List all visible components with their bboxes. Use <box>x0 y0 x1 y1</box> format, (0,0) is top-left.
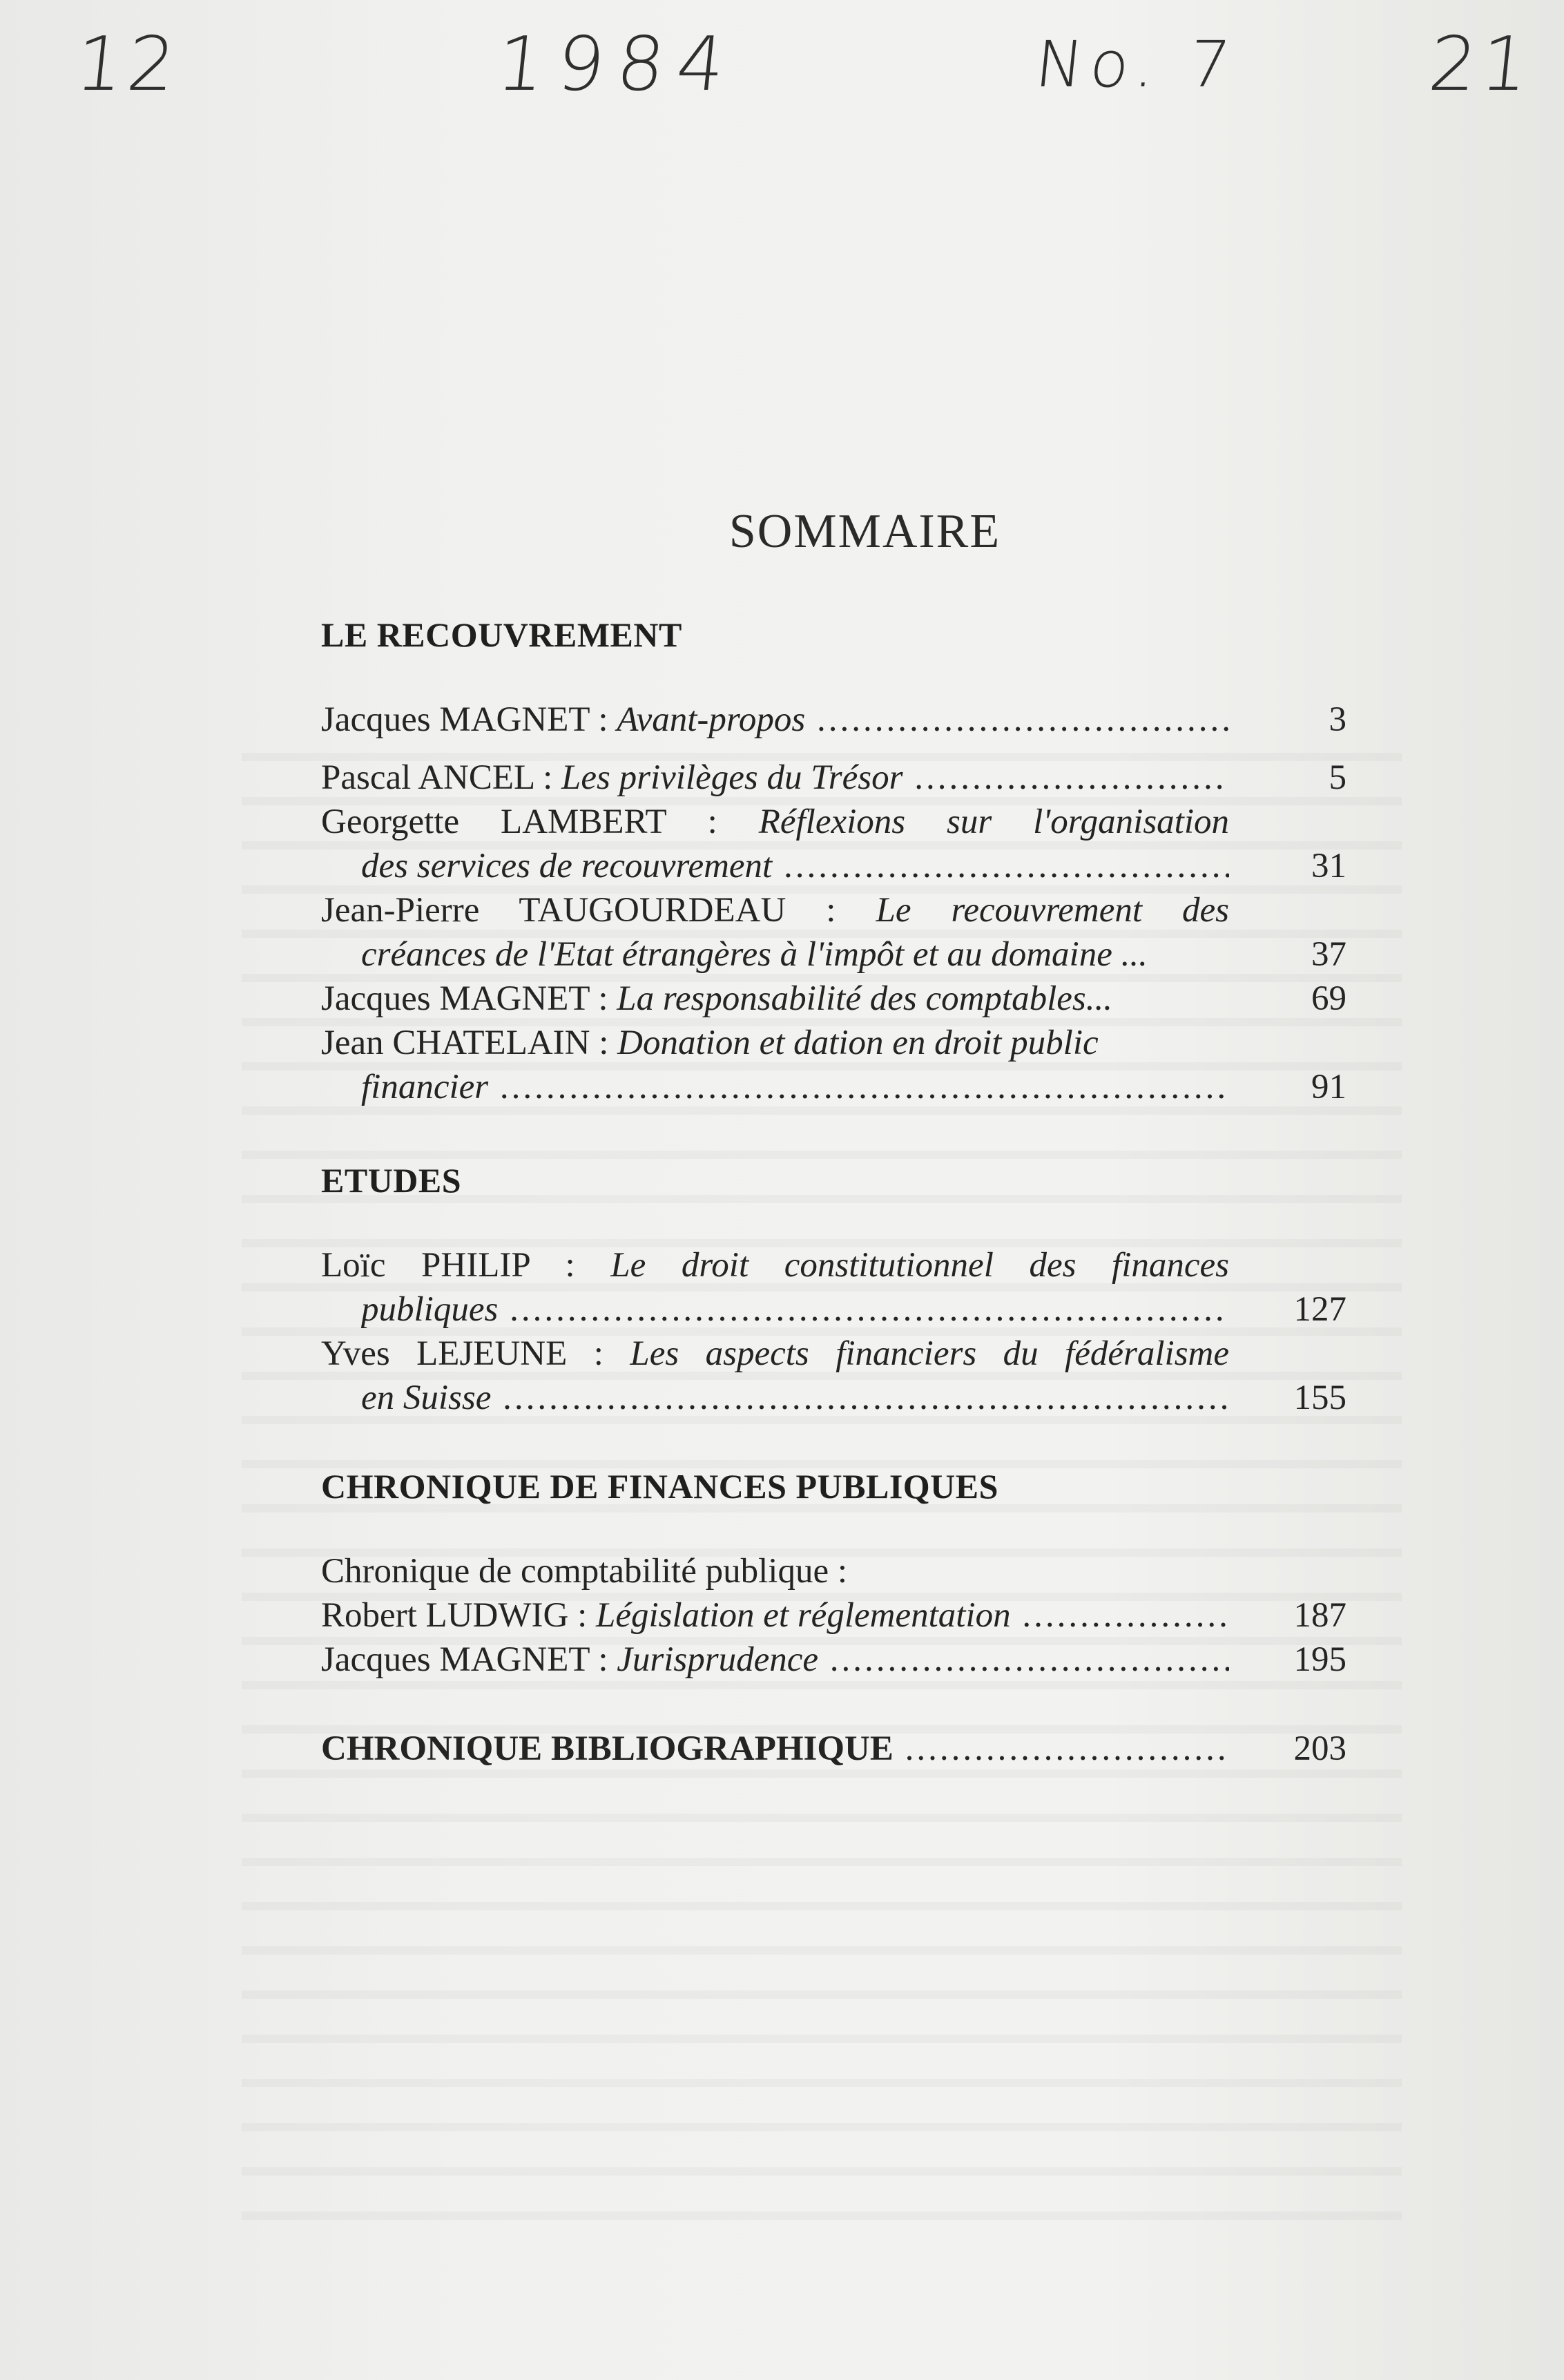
title-text: SOMMAIRE <box>728 505 1001 558</box>
toc-entry <box>321 698 1357 742</box>
handwritten-year: 1984 <box>492 21 742 108</box>
entry-author: Yves LEJEUNE <box>321 1334 568 1373</box>
entry-title-line1: Donation et dation en droit public <box>617 1024 1099 1062</box>
section-heading-chronique: CHRONIQUE DE FINANCES PUBLIQUES <box>321 1467 998 1506</box>
section-heading-bibliographique: CHRONIQUE BIBLIOGRAPHIQUE <box>321 1729 894 1768</box>
entry-page: 127 <box>1293 1290 1346 1329</box>
entry-title: Les privilèges du Trésor <box>561 758 903 797</box>
entry-page: 155 <box>1293 1379 1346 1417</box>
entry-separator: : <box>589 1640 617 1679</box>
entry-separator: : <box>589 700 617 739</box>
entry-separator: : <box>529 1246 611 1285</box>
entry-title-line2: en Suisse <box>361 1379 492 1417</box>
entry-page: 37 <box>1311 935 1346 974</box>
entry-title: La responsabilité des comptables <box>617 979 1086 1018</box>
entry-author: Robert LUDWIG <box>321 1596 569 1635</box>
toc-entry-line1 <box>321 1021 1357 1065</box>
entry-author: Georgette LAMBERT <box>321 803 666 841</box>
entry-title: Jurisprudence <box>617 1640 819 1679</box>
entry-author: Jacques MAGNET <box>321 700 590 739</box>
handwritten-issue-number: No. 7 <box>1032 28 1241 102</box>
entry-separator: : <box>590 1024 618 1062</box>
entry-separator: : <box>786 891 876 930</box>
toc-entry <box>321 977 1357 1021</box>
entry-author: Pascal ANCEL <box>321 758 534 797</box>
entry-author: Loïc PHILIP <box>321 1246 530 1285</box>
entry-title-line1: Réflexions sur l'organisation <box>758 803 1229 841</box>
entry-separator: : <box>568 1596 596 1635</box>
entry-title-line2: créances de l'Etat étrangères à l'impôt et au domaine <box>361 935 1112 974</box>
toc-entry-line1 <box>321 888 1357 932</box>
chronique-intro: Chronique de comptabilité publique : <box>321 1552 848 1591</box>
toc-entry-line2 <box>321 1065 1357 1109</box>
toc-entry-line2 <box>321 1376 1357 1420</box>
entry-title: Législation et réglementation <box>596 1596 1011 1635</box>
entry-page: 3 <box>1329 700 1346 739</box>
entry-page: 195 <box>1293 1640 1346 1679</box>
entry-author: Jean CHATELAIN <box>321 1024 590 1062</box>
section-heading-recouvrement: LE RECOUVREMENT <box>321 615 682 654</box>
entry-title-line2: publiques <box>361 1290 499 1329</box>
entry-page: 91 <box>1311 1068 1346 1106</box>
entry-separator: : <box>567 1334 630 1373</box>
entry-title-line1: Le droit constitutionnel des finances <box>610 1246 1229 1285</box>
toc-entry-line2 <box>321 1287 1357 1332</box>
entry-author: Jacques MAGNET <box>321 979 590 1018</box>
toc-subheading <box>321 1549 1357 1593</box>
entry-title-line1: Le recouvrement des <box>876 891 1229 930</box>
section-heading-etudes: ETUDES <box>321 1161 462 1200</box>
entry-title-line2: financier <box>361 1068 489 1106</box>
toc-entry-line1 <box>321 1243 1357 1287</box>
toc-entry-line2 <box>321 932 1357 977</box>
entry-page: 203 <box>1293 1729 1346 1768</box>
entry-title-line2: des services de recouvrement <box>361 847 773 885</box>
entry-ellipsis: ... <box>1121 935 1148 974</box>
toc-entry <box>321 1638 1357 1682</box>
entry-page: 5 <box>1329 758 1346 797</box>
entry-page: 69 <box>1311 979 1346 1018</box>
entry-title-line1: Les aspects financiers du fédéralisme <box>630 1334 1229 1373</box>
entry-title: Avant-propos <box>617 700 806 739</box>
toc-entry <box>321 1593 1357 1638</box>
handwritten-number-left: 12 <box>71 21 184 108</box>
entry-author: Jacques MAGNET <box>321 1640 590 1679</box>
toc-entry-line1 <box>321 1332 1357 1376</box>
handwritten-number-right: 21 <box>1425 21 1538 108</box>
entry-separator: : <box>534 758 561 797</box>
entry-separator: : <box>666 803 759 841</box>
entry-ellipsis: ... <box>1085 979 1112 1018</box>
toc-entry-line2 <box>321 844 1357 888</box>
toc-entry-bibliographique <box>321 1727 1357 1771</box>
toc-entry <box>321 756 1357 800</box>
entry-author: Jean-Pierre TAUGOURDEAU <box>321 891 786 930</box>
entry-separator: : <box>589 979 617 1018</box>
entry-page: 187 <box>1293 1596 1346 1635</box>
toc-entry-line1 <box>321 800 1357 844</box>
entry-page: 31 <box>1311 847 1346 885</box>
page-title <box>0 504 1564 559</box>
